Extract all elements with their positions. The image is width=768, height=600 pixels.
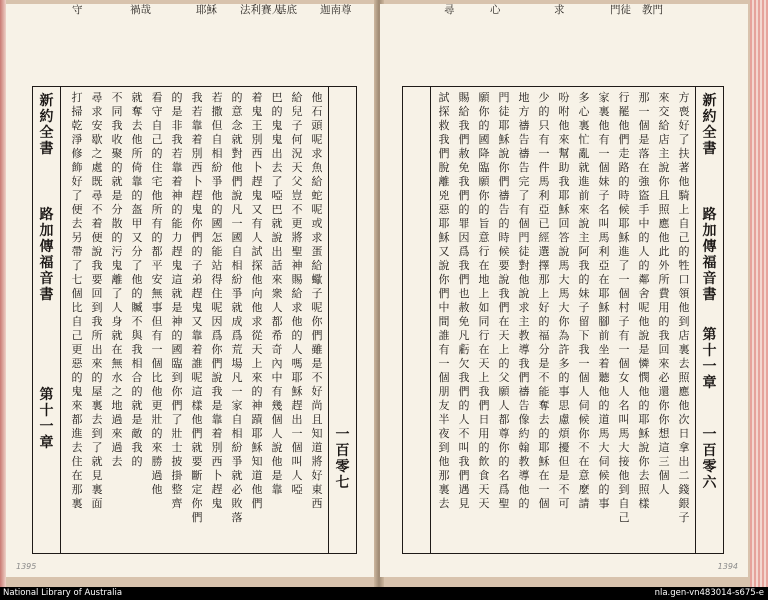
text-column: 多心裏忙亂就進前來說主阿我的妹子留下我一個人伺候你不在意麼請 [578,91,590,510]
text-frame [402,86,724,554]
text-column: 的意念就對他們說凡一國自相紛爭就成爲荒場凡一家自相紛爭就必敗落 [231,91,243,524]
text-column: 賜給我們赦免我們的罪因爲我們也赦免凡虧欠我們的人不叫我們遇見 [458,91,470,510]
text-frame [32,86,357,554]
text-column: 巴的鬼鬼出去了啞巴就說出話來衆人都希奇內中有幾個人說他是靠 [271,91,283,496]
library-credit: National Library of Australia [3,588,123,598]
text-column: 若撒但自相紛爭他的國怎能站得住呢因爲你們說我是靠着別西卜趕鬼 [211,91,223,510]
page-number-column [328,87,356,553]
book-title: 路加傳福音書 [39,207,54,303]
text-column: 方喪好了扶著他騎上自己的牲口領他到店裏去照應他次日拿出二錢銀子 [678,91,690,524]
text-column: 的是非我若靠着神的能力趕鬼這就是神的國臨到你們了壯士披掛整齊 [171,91,183,510]
text-column: 門徒耶穌說你們禱告的時候要說我們在天上的父願人都尊你的名爲聖 [498,91,510,510]
text-column: 就奪去他所倚靠的盔甲又分了他的贓不與我相合的就是敵我的 [131,91,143,468]
text-column: 那一個是落在強盜手中的人的鄰舍呢他說是憐憫他的耶穌說你去照樣 [638,91,650,510]
text-column: 尋求安歇之處既尋不着便說我要回到我所出來的屋裏去到了就見裏面 [91,91,103,510]
chapter-label: 第十一章 [702,327,717,391]
margin-note: 耶穌 [196,4,217,16]
body-text [63,91,326,549]
margin-note: 迦南尊 [320,4,352,16]
image-identifier: nla.gen-vn483014-s675-e [654,588,764,598]
text-column: 着鬼王別西卜趕鬼又有人試探他向他求從天上來的神蹟耶穌知道他們 [251,91,263,510]
margin-notes [32,4,357,86]
text-column: 家裏他有一個妹子名叫馬利亞在耶穌腳前坐着聽他的道馬大伺候的事 [598,91,610,510]
text-column: 看守自己的住宅他所有的都平安無事但有一個比他更壯的來勝過他 [151,91,163,496]
running-header: 新約全書 [39,93,54,157]
pencil-mark: 1394 [717,562,738,571]
left-page [6,4,378,577]
text-column: 吩咐他來幫助我耶穌回答說馬大馬大你為許多的事思慮煩擾但是不可 [558,91,570,510]
chapter-label: 第十一章 [39,387,54,451]
running-header: 新約全書 [702,93,717,157]
header-column [695,87,723,553]
margin-note: 門徒 [610,4,631,16]
margin-note: 禍哉 [130,4,151,16]
book-title: 路加傳福音書 [702,207,717,303]
text-column: 地方禱告禱告完了有個門徒對他說求主教導我們禱告像約翰教導他的 [518,91,530,510]
text-column: 行罷他們走路的時候耶穌進了一個村子有一個女人名叫馬大接他到自己 [618,91,630,524]
page-number: 一百零七 [335,427,350,491]
pencil-mark: 1395 [16,562,37,571]
header-column [33,87,61,553]
text-column: 願你的國降臨願你的旨意行在地上如同行在天上我們日用的飲食天天 [478,91,490,510]
text-column: 來交給店主說你且照應他此外所費用的我回來必還你你想這三個人 [658,91,670,496]
text-column: 給兒子何況天父豈不更將聖神賜給求他的人嗎耶穌趕出一個叫人啞 [291,91,303,496]
book-edge-right [750,0,768,587]
margin-note: 心 [490,4,501,16]
margin-note: 教門 [642,4,663,16]
right-page [380,4,748,577]
text-column: 試探救我們脫離兇惡耶穌又說你們中間誰有一個朋友半夜到他那裏去 [438,91,450,510]
page-number: 一百零六 [702,427,717,491]
margin-note: 基底 [276,4,297,16]
margin-note: 守 [72,4,83,16]
margin-note: 法利賽人 [240,4,282,16]
text-column: 不同我收聚的就是分散的污鬼離了人身就在無水之地過來過去 [111,91,123,468]
text-column: 我若靠着別西卜趕鬼你們的子弟趕鬼又靠着誰呢這樣他們就要斷定你們 [191,91,203,524]
text-column: 打掃乾淨修飾好了便去另帶了七個比自己更惡的鬼來都進去住在那裏 [71,91,83,510]
attribution-bar [0,587,768,600]
margin-note: 尋 [444,4,455,16]
body-text [433,91,693,549]
margin-note: 求 [554,4,565,16]
margin-notes [402,4,724,86]
text-column: 少的只有一件馬利亞已經選擇那上好的福分是不能奪去的耶穌在一個 [538,91,550,510]
blank-column [403,87,431,553]
text-column: 他石頭呢求魚給蛇呢或求蛋給蠍子呢你們雖是不好尚且知道將好東西 [311,91,323,510]
